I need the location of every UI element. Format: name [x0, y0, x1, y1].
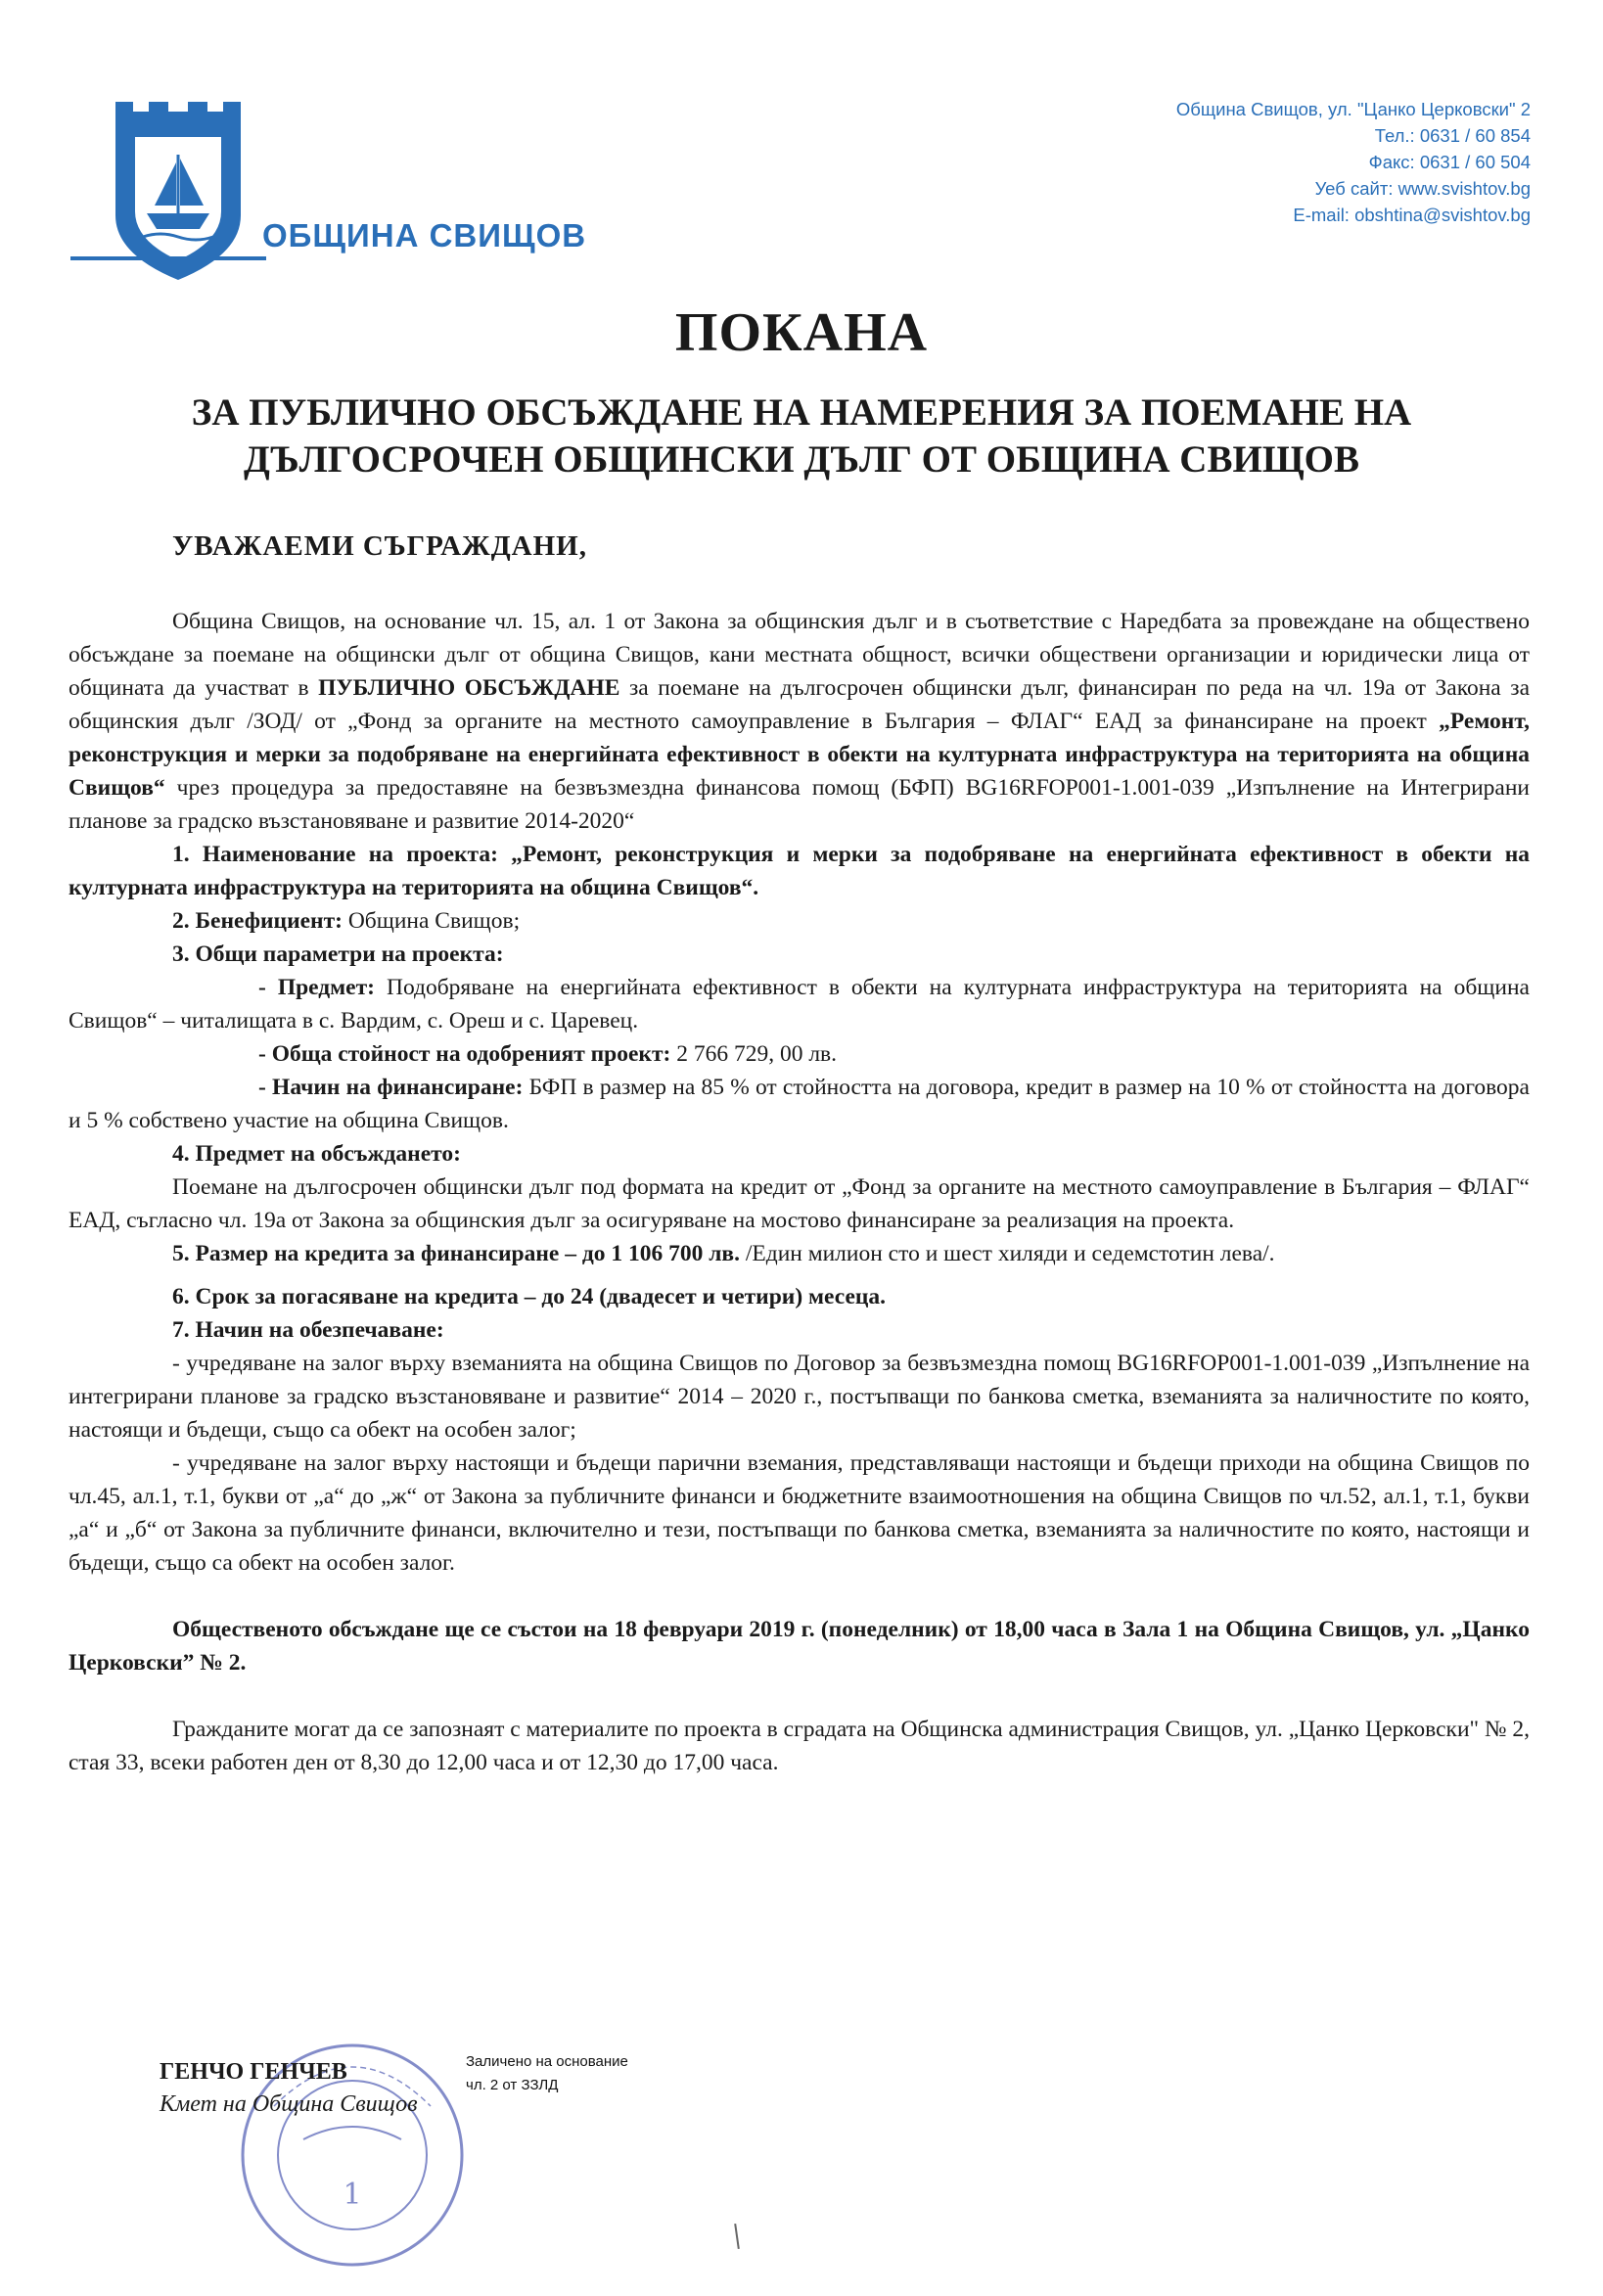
meeting-announcement: Общественото обсъждане ще се състои на 18 февруари 2019 г. (понеделник) от 18,00 часа в Зала 1 на Община Свищов, ул. „Цанко Церковски” № 2.	[69, 1617, 1530, 1676]
materials-notice: Гражданите могат да се запознаят с материалите по проекта в сградата на Общинска администрация Свищов, ул. „Цанко Церковски" № 2, стая 33, всеки работен ден от 8,30 до 12,00 часа и от 12,30 до 17,00 часа.	[69, 1717, 1530, 1775]
item-3b-label: - Обща стойност на одобреният проект:	[258, 1041, 671, 1067]
item-3b-value: 2 766 729, 00 лв.	[670, 1041, 838, 1067]
document-subtitle	[0, 390, 1603, 483]
signer-name: ГЕНЧО ГЕНЧЕВ	[160, 2059, 347, 2085]
contact-email[interactable]: E-mail: obshtina@svishtov.bg	[1293, 205, 1531, 225]
subtitle-line-1: ЗА ПУБЛИЧНО ОБСЪЖДАНЕ НА НАМЕРЕНИЯ ЗА ПОЕМАНЕ НА	[191, 391, 1412, 434]
item-3a-value: Подобряване на енергийната ефективност в обекти на културната инфраструктура на територията на община Свищов“ – читалищата в с. Вардим, с. Ореш и с. Царевец.	[69, 975, 1530, 1033]
intro-text-1: Община Свищов, на основание чл. 15, ал. 1 от Закона за общинския дълг и в съответствие с Наредбата за провеждане на обществено обсъждане за поемане на общински дълг от община Свищов, кани местната общност, всички обществени организации и юридически лица от общината да участват в	[69, 609, 1530, 701]
signer-position: Кмет на Община Свищов	[160, 2091, 418, 2117]
redaction-note	[466, 2050, 628, 2097]
signature-block	[160, 2056, 418, 2121]
contact-block	[1176, 96, 1531, 228]
logo-underline	[70, 256, 266, 260]
municipality-name: ОБЩИНА СВИЩОВ	[262, 217, 587, 253]
document-body	[69, 605, 1530, 1779]
project-name-bold: „Ремонт, реконструкция и мерки за подобряване на енергийната ефективност в обекти на културната инфраструктура на територията на община Свищов“	[69, 709, 1530, 801]
item-5-label: 5. Размер на кредита за финансиране – до 1 106 700 лв.	[172, 1241, 740, 1266]
item-6-repayment-term: 6. Срок за погасяване на кредита – до 24 (двадесет и четири) месеца.	[172, 1284, 887, 1309]
seal-number: 1	[343, 2178, 362, 2212]
item-4-subject: 4. Предмет на обсъждането:	[172, 1141, 461, 1167]
document-title: ПОКАНА	[674, 302, 929, 363]
item-3b-total-value	[69, 1037, 1530, 1071]
intro-text-3: чрез процедура за предоставяне на безвъзмездна финансова помощ (БФП) BG16RFOP001-1.001-039 „Изпълнение на Интегрирани планове за градско възстановяване и развитие 2014-2020“	[69, 775, 1530, 834]
item-3c-value: БФП в размер на 85 % от стойността на договора, кредит в размер на 10 % от стойността на договора и 5 % собствено участие на община Свищов.	[69, 1075, 1530, 1133]
contact-fax: Факс: 0631 / 60 504	[1368, 152, 1531, 172]
item-3-parameters: 3. Общи параметри на проекта:	[172, 941, 504, 967]
pen-mark	[734, 2224, 740, 2249]
contact-website[interactable]: Уеб сайт: www.svishtov.bg	[1314, 178, 1531, 199]
item-7b-pledge: - учредяване на залог върху настоящи и бъдещи парични вземания, представляващи настоящи и бъдещи приходи на община Свищов по чл.45, ал.1, т.1, букви от „а“ до „ж“ от Закона за публичните финанси и бюджетните взаимоотношения на община Свищов по чл.52, ал.1, т.1, букви „а“ и „б“ от Закона за публичните финанси, включително и тези, постъпващи по банкова сметка, вземанията за наличностите по която, настоящи и бъдещи, също са обект на особен залог.	[69, 1450, 1530, 1576]
item-7a-pledge: - учредяване на залог върху вземанията на община Свищов по Договор за безвъзмездна помощ BG16RFOP001-1.001-039 „Изпълнение на интегрирани планове за градско възстановяване и развитие“ 2014 – 2020 г., постъпващи по банкова сметка, вземанията за наличностите по която, настоящи и бъдещи, също са обект на особен залог;	[69, 1351, 1530, 1443]
contact-phone: Тел.: 0631 / 60 854	[1374, 125, 1531, 146]
item-3a-subject	[69, 971, 1530, 1037]
contact-address: Община Свищов, ул. "Цанко Церковски" 2	[1175, 99, 1531, 119]
item-2-label: 2. Бенефициент:	[172, 908, 343, 934]
item-2-value: Община Свищов;	[342, 908, 521, 934]
item-7-collateral: 7. Начин на обезпечаване:	[172, 1317, 444, 1343]
item-3c-financing	[69, 1071, 1530, 1137]
item-1-project-name: 1. Наименование на проекта: „Ремонт, реконструкция и мерки за подобряване на енергийната ефективност в обекти на културната инфраструктура на територията на община Свищов“.	[69, 842, 1530, 900]
intro-text-2: за поемане на дългосрочен общински дълг, финансиран по реда на чл. 19а от Закона за общинския дълг /ЗОД/ от „Фонд за органите на местното самоуправление в България – ФЛАГ“ ЕАД за финансиране на проект	[69, 675, 1531, 734]
item-2-beneficiary	[69, 904, 1530, 938]
item-5-credit-amount	[69, 1237, 1530, 1270]
item-5-value: /Един милион сто и шест хиляди и седемстотин лева/.	[739, 1241, 1275, 1266]
redaction-note-line-1: Заличено на основание	[466, 2053, 628, 2070]
intro-bold-1: ПУБЛИЧНО ОБСЪЖДАНЕ	[318, 675, 620, 701]
item-4-text: Поемане на дългосрочен общински дълг под формата на кредит от „Фонд за органите на местното самоуправление в България – ФЛАГ“ ЕАД, съгласно чл. 19а от Закона за общинския дълг за осигуряване на мостово финансиране за реализация на проекта.	[69, 1174, 1530, 1233]
greeting: УВАЖАЕМИ СЪГРАЖДАНИ,	[172, 530, 587, 562]
subtitle-line-2: ДЪЛГОСРОЧЕН ОБЩИНСКИ ДЪЛГ ОТ ОБЩИНА СВИЩОВ	[244, 438, 1359, 481]
redaction-note-line-2: чл. 2 от ЗЗЛД	[466, 2077, 559, 2093]
intro-paragraph	[69, 605, 1530, 838]
item-3a-label: - Предмет:	[258, 975, 375, 1000]
item-3c-label: - Начин на финансиране:	[258, 1075, 524, 1100]
